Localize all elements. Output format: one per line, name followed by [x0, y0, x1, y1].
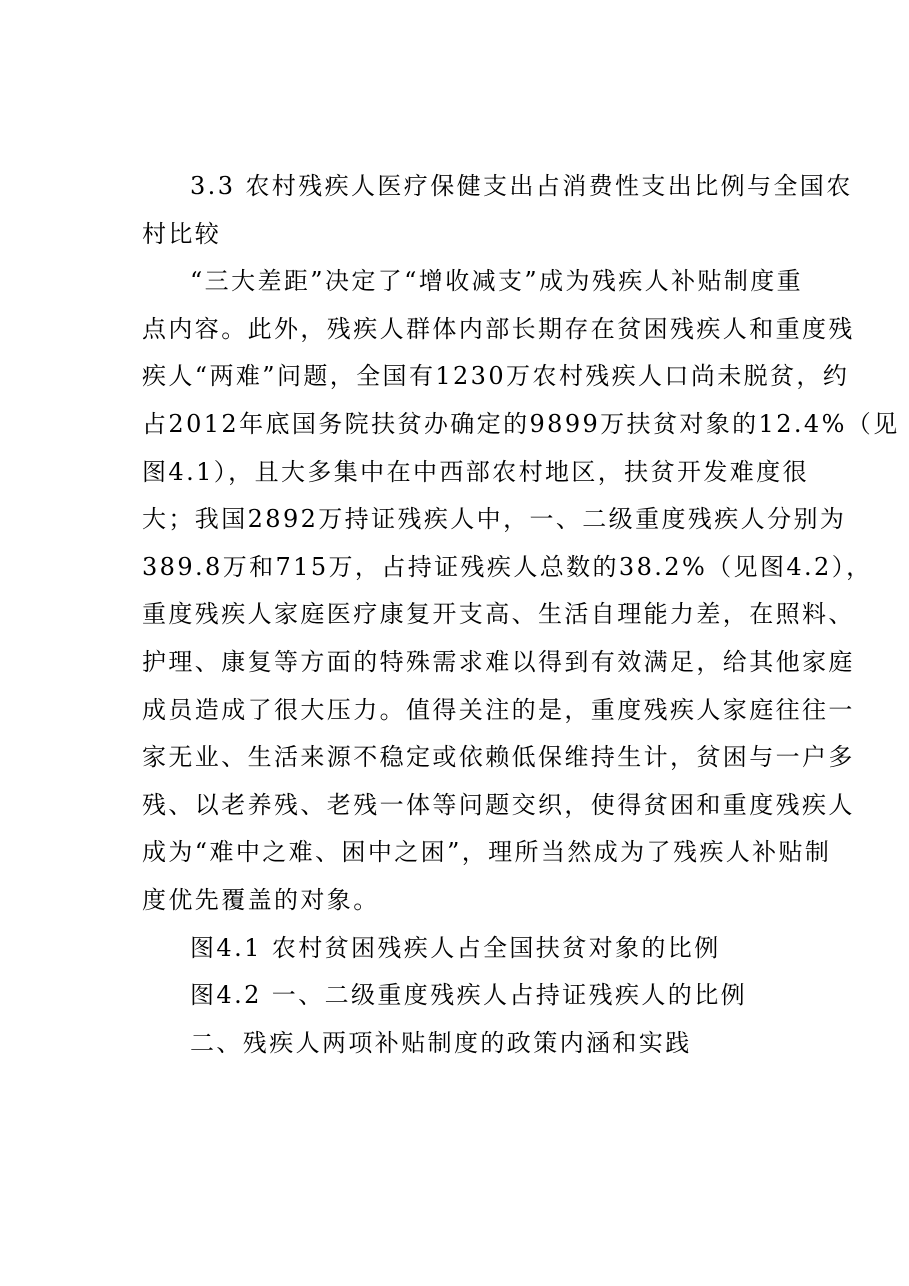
paragraph-line: 重度残疾人家庭医疗康复开支高、生活自理能力差，在照料、 [142, 600, 855, 629]
paragraph-line: 389.8万和715万，占持证残疾人总数的38.2%（见图4.2）， [142, 552, 873, 581]
paragraph-line: “三大差距”决定了“增收减支”成为残疾人补贴制度重 [190, 267, 804, 296]
paragraph-line: 图4.1），且大多集中在中西部农村地区，扶贫开发难度很 [142, 457, 809, 486]
paragraph-line: 成员造成了很大压力。值得关注的是，重度残疾人家庭往往一 [142, 695, 855, 724]
paragraph-line: 护理、康复等方面的特殊需求难以得到有效满足，给其他家庭 [142, 647, 855, 676]
figure-caption-4-2: 图4.2 一、二级重度残疾人占持证残疾人的比例 [190, 981, 747, 1010]
section-heading [142, 163, 853, 258]
document-page [142, 163, 900, 1067]
paragraph-line: 成为“难中之难、困中之困”，理所当然成为了残疾人补贴制 [142, 838, 832, 867]
figure-caption-4-1: 图4.1 农村贫困残疾人占全国扶贫对象的比例 [190, 933, 721, 962]
paragraph-line: 占2012年底国务院扶贫办确定的9899万扶贫对象的12.4%（见 [142, 409, 900, 438]
section-heading-line: 村比较 [142, 219, 222, 248]
paragraph-line: 度优先覆盖的对象。 [142, 885, 380, 914]
paragraph-line: 疾人“两难”问题，全国有1230万农村残疾人口尚未脱贫，约 [142, 362, 850, 391]
paragraph-line: 大；我国2892万持证残疾人中，一、二级重度残疾人分别为 [142, 505, 847, 534]
paragraph-line: 点内容。此外，残疾人群体内部长期存在贫困残疾人和重度残 [142, 314, 855, 343]
body-paragraph [142, 258, 900, 924]
section-heading-line: 3.3 农村残疾人医疗保健支出占消费性支出比例与全国农 [190, 172, 853, 200]
paragraph-line: 家无业、生活来源不稳定或依赖低保维持生计，贫困与一户多 [142, 743, 855, 772]
next-section-heading: 二、残疾人两项补贴制度的政策内涵和实践 [190, 1028, 692, 1057]
paragraph-line: 残、以老养残、老残一体等问题交织，使得贫困和重度残疾人 [142, 790, 855, 819]
